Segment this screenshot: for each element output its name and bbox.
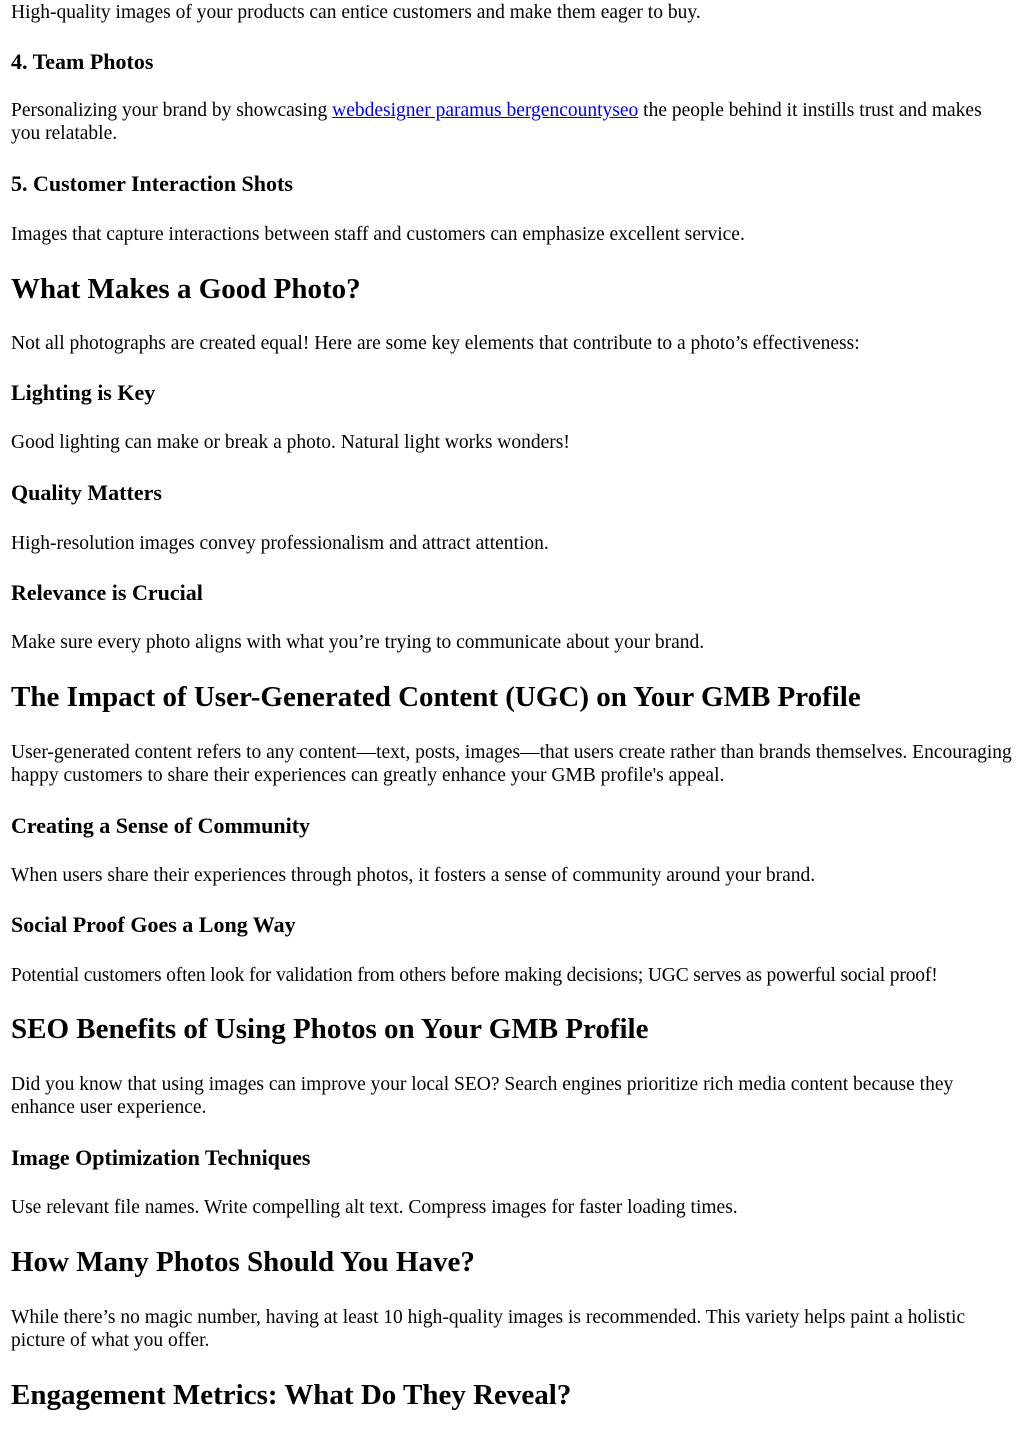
webdesigner-link[interactable]: webdesigner paramus bergencountyseo — [332, 100, 639, 121]
paragraph-quality: High-resolution images convey professionalism and attract attention. — [11, 533, 549, 554]
paragraph-team-photos — [11, 99, 1013, 145]
paragraph-lighting: Good lighting can make or break a photo. Natural light works wonders! — [11, 432, 570, 453]
paragraph-customer-interaction: Images that capture interactions between staff and customers can emphasize excellent service. — [11, 224, 745, 245]
heading-social-proof: Social Proof Goes a Long Way — [11, 912, 296, 937]
heading-ugc: The Impact of User-Generated Content (UGC) on Your GMB Profile — [11, 681, 861, 713]
paragraph-good-photo: Not all photographs are created equal! Here are some key elements that contribute to a photo’s effectiveness: — [11, 333, 860, 354]
paragraph-team-photos-before: Personalizing your brand by showcasing — [11, 100, 333, 121]
heading-how-many-photos: How Many Photos Should You Have? — [11, 1246, 475, 1278]
paragraph-team-photos-after: the people behind it instills trust and makes you relatable. — [11, 100, 982, 144]
paragraph-image-optimization: Use relevant file names. Write compelling alt text. Compress images for faster loading times. — [11, 1197, 738, 1218]
heading-engagement-metrics: Engagement Metrics: What Do They Reveal? — [11, 1379, 572, 1411]
heading-image-optimization: Image Optimization Techniques — [11, 1145, 311, 1170]
heading-customer-interaction: 5. Customer Interaction Shots — [11, 171, 293, 196]
heading-lighting: Lighting is Key — [11, 380, 156, 405]
heading-community: Creating a Sense of Community — [11, 813, 311, 838]
heading-good-photo: What Makes a Good Photo? — [11, 273, 361, 305]
paragraph-product-images: High-quality images of your products can entice customers and make them eager to buy. — [11, 2, 701, 23]
heading-seo-benefits: SEO Benefits of Using Photos on Your GMB Profile — [11, 1013, 649, 1045]
paragraph-community: When users share their experiences through photos, it fosters a sense of community around your brand. — [11, 865, 816, 886]
paragraph-ugc: User-generated content refers to any content—text, posts, images—that users create rather than brands themselves. Encouraging happy customers to share their experiences can greatly enhance your GMB profile's appeal. — [11, 742, 1012, 786]
paragraph-seo-benefits: Did you know that using images can improve your local SEO? Search engines prioritize rich media content because they enhance user experience. — [11, 1074, 954, 1118]
heading-relevance: Relevance is Crucial — [11, 580, 203, 605]
paragraph-how-many-photos: While there’s no magic number, having at least 10 high-quality images is recommended. This variety helps paint a holistic picture of what you offer. — [11, 1307, 966, 1351]
heading-team-photos: 4. Team Photos — [11, 49, 154, 74]
heading-quality: Quality Matters — [11, 480, 162, 505]
paragraph-relevance: Make sure every photo aligns with what you’re trying to communicate about your brand. — [11, 632, 705, 653]
paragraph-social-proof: Potential customers often look for validation from others before making decisions; UGC serves as powerful social proof! — [11, 965, 938, 986]
